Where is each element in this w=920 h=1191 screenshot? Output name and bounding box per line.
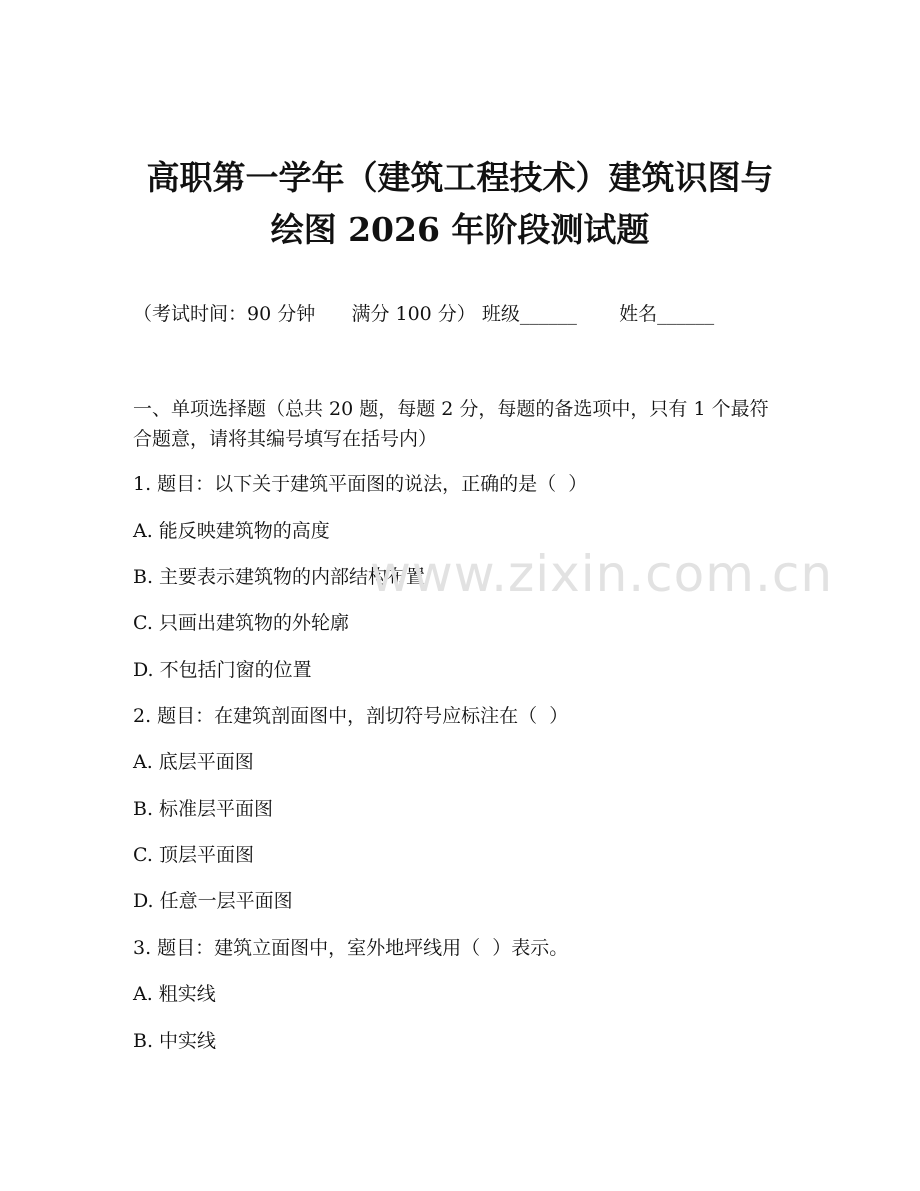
question-1-option-b: B. 主要表示建筑物的内部结构布置	[133, 566, 426, 588]
title-line-1: 高职第一学年（建筑工程技术）建筑识图与	[146, 158, 774, 197]
question-3-stem: 3. 题目：建筑立面图中，室外地坪线用（ ）表示。	[133, 937, 569, 959]
question-2-option-d: D. 任意一层平面图	[133, 890, 293, 912]
page-title	[0, 152, 920, 256]
section-heading: 一、单项选择题（总共 20 题，每题 2 分，每题的备选项中，只有 1 个最符合题意，请将其编号填写在括号内）	[133, 398, 769, 450]
question-1-option-a: A. 能反映建筑物的高度	[133, 520, 330, 542]
exam-info: （考试时间：90 分钟 满分 100 分） 班级______ 姓名______	[133, 303, 715, 325]
title-line-2: 绘图 2026 年阶段测试题	[270, 210, 650, 249]
question-2-option-b: B. 标准层平面图	[133, 798, 274, 820]
watermark: www.zixin.com.cn	[370, 545, 834, 603]
question-3-option-b: B. 中实线	[133, 1030, 217, 1052]
question-1-option-d: D. 不包括门窗的位置	[133, 659, 312, 681]
question-2-stem: 2. 题目：在建筑剖面图中，剖切符号应标注在（ ）	[133, 705, 569, 727]
question-2-option-a: A. 底层平面图	[133, 751, 254, 773]
question-1-stem: 1. 题目：以下关于建筑平面图的说法，正确的是（ ）	[133, 473, 588, 495]
question-1-option-c: C. 只画出建筑物的外轮廓	[133, 612, 349, 634]
question-3-option-a: A. 粗实线	[133, 983, 216, 1005]
question-2-option-c: C. 顶层平面图	[133, 844, 254, 866]
